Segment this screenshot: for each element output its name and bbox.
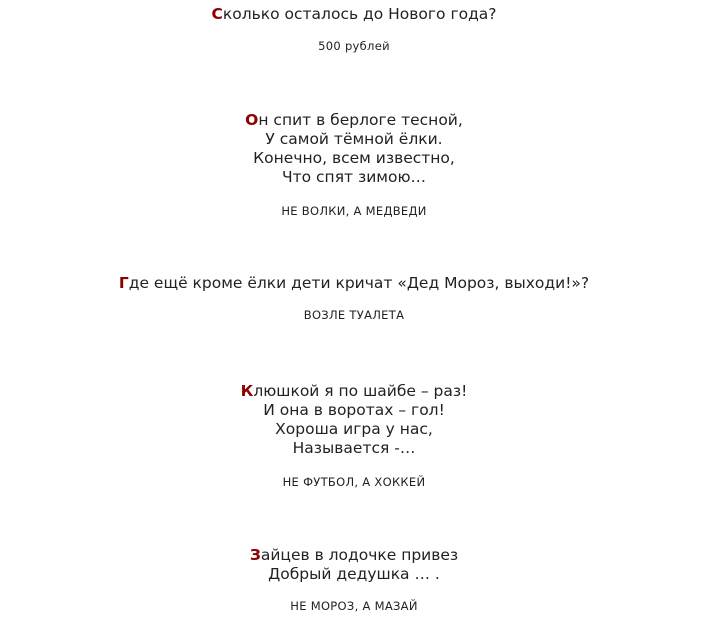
question-line (0, 382, 708, 401)
question-text: н спит в берлоге тесной, (258, 111, 463, 129)
question-line: Что спят зимою… (281, 168, 427, 186)
question-line: Называется -… (292, 439, 416, 457)
question-line (0, 274, 708, 293)
riddle-question (0, 274, 708, 293)
question-line (0, 5, 708, 24)
question-line (0, 111, 708, 130)
riddle-answer: НЕ МОРОЗ, А МАЗАЙ (290, 599, 418, 613)
riddle-answer: 500 рублей (318, 39, 390, 53)
question-text: де ещё кроме ёлки дети кричат «Дед Мороз, выходи!»? (128, 274, 590, 292)
riddle-2 (0, 111, 708, 218)
riddle-question (0, 111, 708, 187)
riddle-question (0, 5, 708, 24)
question-line: Добрый дедушка … . (268, 565, 440, 583)
question-line (0, 546, 708, 565)
first-letter: С (211, 5, 223, 23)
question-line: И она в воротах – гол! (263, 401, 445, 419)
first-letter: К (240, 382, 254, 400)
first-letter: З (249, 546, 261, 564)
question-line: Хороша игра у нас, (275, 420, 433, 438)
riddle-answer: ВОЗЛЕ ТУАЛЕТА (303, 308, 405, 322)
question-text: люшкой я по шайбе – раз! (253, 382, 468, 400)
first-letter: О (245, 111, 259, 129)
question-line: Конечно, всем известно, (253, 149, 455, 167)
riddle-3 (0, 274, 708, 322)
riddle-question (0, 382, 708, 458)
riddle-1 (0, 5, 708, 53)
riddle-question (0, 546, 708, 584)
riddle-answer: НЕ ФУТБОЛ, А ХОККЕЙ (282, 475, 426, 489)
question-text: колько осталось до Нового года? (222, 5, 497, 23)
riddle-5 (0, 546, 708, 613)
question-line: У самой тёмной ёлки. (265, 130, 443, 148)
riddle-4 (0, 382, 708, 489)
question-text: айцев в лодочке привез (260, 546, 459, 564)
first-letter: Г (118, 274, 129, 292)
riddle-answer: НЕ ВОЛКИ, А МЕДВЕДИ (281, 204, 427, 218)
